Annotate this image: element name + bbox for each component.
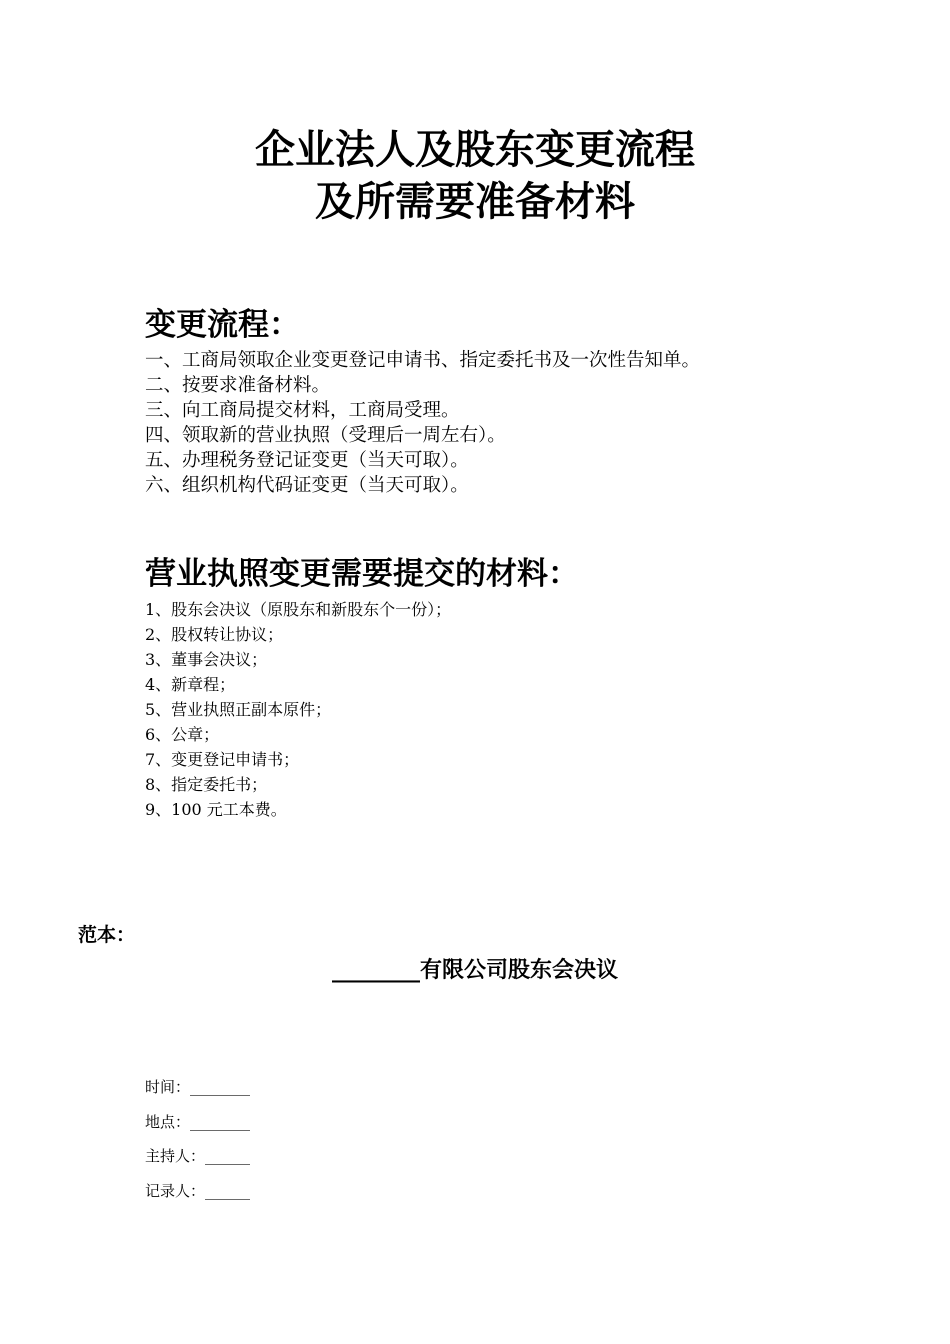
process-step: 四、领取新的营业执照（受理后一周左右）。 — [145, 425, 506, 446]
sample-title-text: 有限公司股东会决议 — [419, 958, 618, 983]
material-item: 5、营业执照正副本原件； — [145, 700, 332, 719]
field-label: 主持人： — [145, 1147, 206, 1165]
material-item: 6、公章； — [145, 725, 220, 744]
field-label: 时间： — [145, 1078, 191, 1096]
field-time — [145, 1076, 250, 1098]
sample-title-blank: ________ — [331, 958, 420, 983]
field-blank: ______ — [205, 1182, 251, 1200]
process-step: 一、工商局领取企业变更登记申请书、指定委托书及一次性告知单。 — [145, 350, 701, 371]
material-item: 3、董事会决议； — [145, 650, 268, 669]
sample-label: 范本： — [78, 924, 136, 946]
field-location — [145, 1111, 250, 1133]
process-step: 五、办理税务登记证变更（当天可取）。 — [145, 450, 469, 471]
material-item: 2、股权转让协议； — [145, 625, 284, 644]
field-host — [145, 1145, 250, 1167]
document-title-line2: 及所需要准备材料 — [315, 178, 635, 225]
field-label: 记录人： — [145, 1182, 206, 1200]
process-step: 三、向工商局提交材料，工商局受理。 — [145, 400, 460, 421]
field-blank: ______ — [205, 1147, 251, 1165]
material-item: 4、新章程； — [145, 675, 236, 694]
process-heading: 变更流程： — [145, 307, 300, 343]
field-label: 地点： — [145, 1113, 191, 1131]
material-item: 9、100 元工本费。 — [145, 800, 287, 819]
field-recorder — [145, 1180, 250, 1202]
sample-title — [0, 956, 950, 986]
materials-heading: 营业执照变更需要提交的材料： — [145, 556, 579, 592]
field-blank: ________ — [190, 1078, 251, 1096]
document-title-line1: 企业法人及股东变更流程 — [255, 126, 695, 173]
field-blank: ________ — [190, 1113, 251, 1131]
process-step: 二、按要求准备材料。 — [145, 375, 331, 396]
material-item: 8、指定委托书； — [145, 775, 268, 794]
material-item: 1、股东会决议（原股东和新股东个一份）； — [145, 600, 452, 619]
material-item: 7、变更登记申请书； — [145, 750, 300, 769]
process-step: 六、组织机构代码证变更（当天可取）。 — [145, 475, 469, 496]
